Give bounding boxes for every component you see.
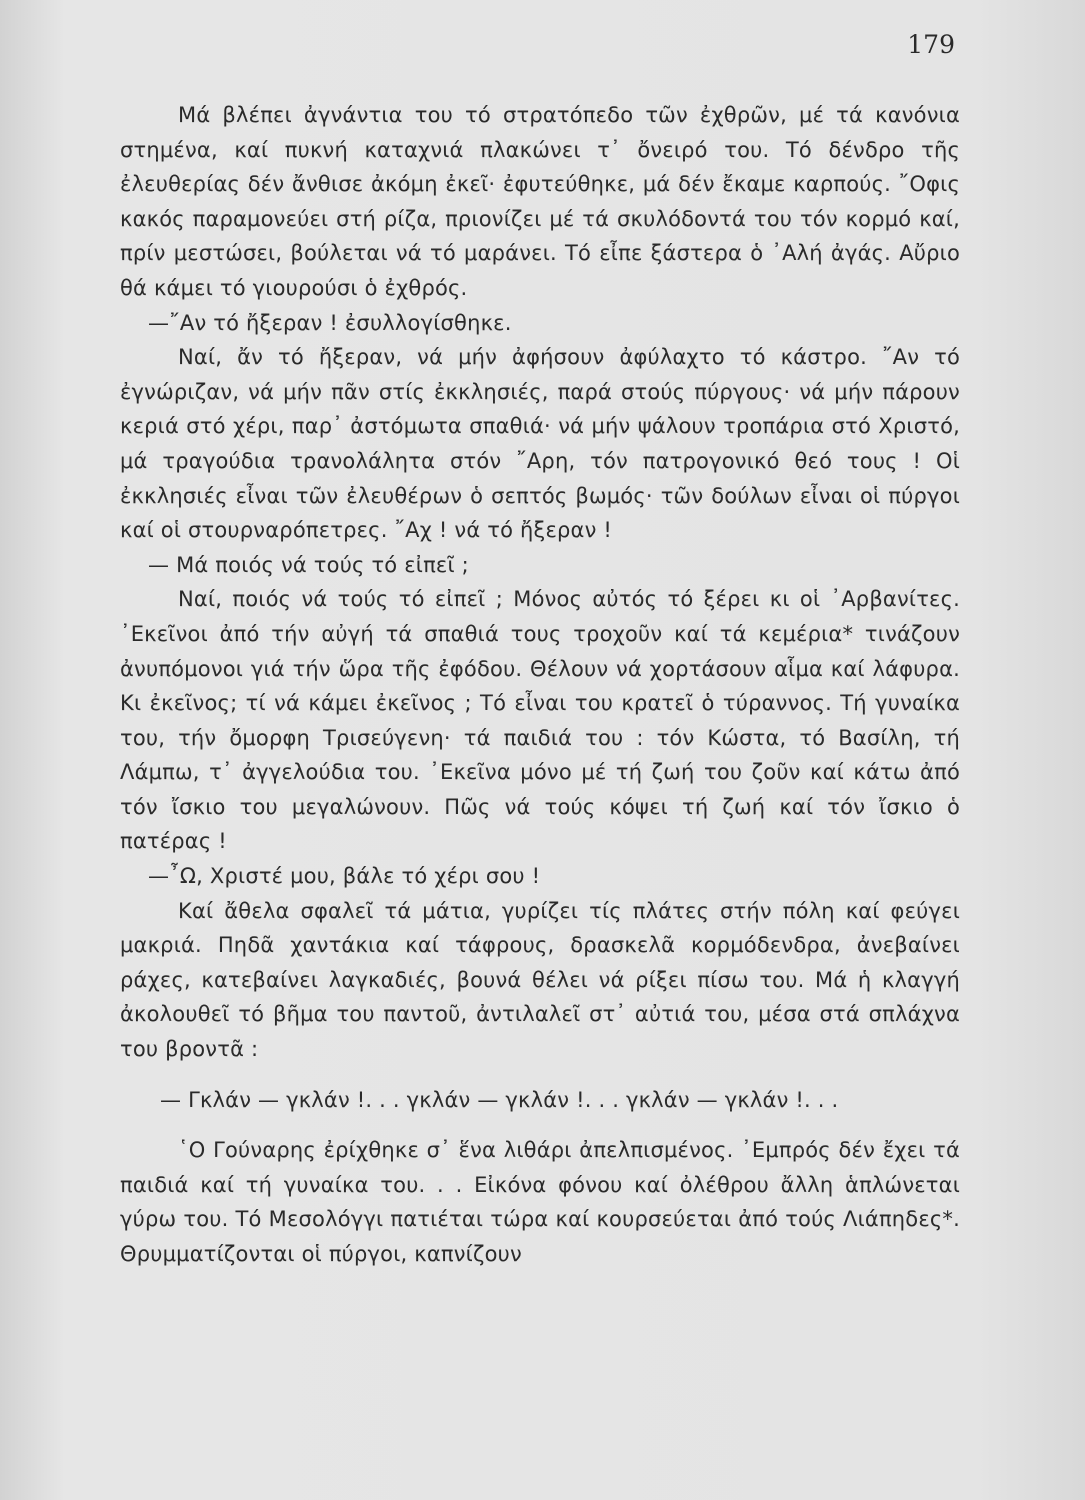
paragraph-4: Καί ἄθελα σφαλεῖ τά μάτια, γυρίζει τίς πλάτες στήν πόλη καί φεύγει μακριά. Πηδᾶ χαντάκια καί τάφρους, δρασκελᾶ κορμόδενδρα, ἀνεβαίνει ράχες, κατεβαίνει λαγκαδιές, βουνά θέλει νά ρίξει πίσω του. Μά ἡ κλαγγή ἀκολουθεῖ τό βῆμα του παντοῦ, ἀντιλαλεῖ στ᾽ αὐτιά του, μέσα στά σπλάχνα του βροντᾶ : — [120, 898, 960, 1062]
paragraph-3: Ναί, ποιός νά τούς τό εἰπεῖ ; Μόνος αὐτός τό ξέρει κι οἱ ᾽Αρβανίτες. ᾽Εκεῖνοι ἀπό τήν αὐγή τά σπαθιά τους τροχοῦν καί τά κεμέρια* τινάζουν ἀνυπόμονοι γιά τήν ὥρα τῆς ἐφόδου. Θέλουν νά χορτάσουν αἷμα καί λάφυρα. Κι ἐκεῖνος; τί νά κάμει ἐκεῖνος ; Τό εἶναι του κρατεῖ ὁ τύραννος. Τή γυναίκα του, τήν ὄμορφη Τρισεύγενη· τά παιδιά του : τόν Κώστα, τό Βασίλη, τή Λάμπω, τ᾽ ἀγγελούδια του. ᾽Εκεῖνα μόνο μέ τή ζωή του ζοῦν καί κάτω ἀπό τόν ἴσκιο του μεγαλώνουν. Πῶς νά τούς κόψει τή ζωή καί τόν ἴσκιο ὁ πατέρας ! — [120, 587, 960, 854]
page-number: 179 — [907, 30, 955, 59]
paragraph-2: Ναί, ἄν τό ἤξεραν, νά μήν ἀφήσουν ἀφύλαχτο τό κάστρο. ῎Αν τό ἐγνώριζαν, νά μήν πᾶν στίς ἐκκλησιές, παρά στούς πύργους· νά μήν πάρουν κεριά στό χέρι, παρ᾽ ἀστόμωτα σπαθιά· νά μήν ψάλουν τροπάρια στό Χριστό, μά τραγούδια τρανολάλητα στόν ῎Αρη, τόν πατρογονικό θεό τους ! Οἱ ἐκκλησιές εἶναι τῶν ἐλευθέρων ὁ σεπτός βωμός· τῶν δούλων εἶναι οἱ πύργοι καί οἱ στουρναρόπετρες. ῎Αχ ! νά τό ἤξεραν ! — [120, 345, 960, 543]
dialogue-line-2: — Μά ποιός νά τούς τό εἰπεῖ ; — [148, 552, 469, 577]
paragraph-1: Μά βλέπει ἀγνάντια του τό στρατόπεδο τῶν ἐχθρῶν, μέ τά κανόνια στημένα, καί πυκνή καταχνιά πλακώνει τ᾽ ὄνειρό του. Τό δένδρο τῆς ἐλευθερίας δέν ἄνθισε ἀκόμη ἐκεῖ· ἐφυτεύθηκε, μά δέν ἔκαμε καρπούς. ῎Οφις κακός παραμονεύει στή ρίζα, πριονίζει μέ τά σκυλόδοντά του τόν κορμό καί, πρίν μεστώσει, βούλεται νά τό μαράνει. Τό εἶπε ξάστερα ὁ ᾽Αλή ἀγάς. Αὔριο θά κάμει τό γιουρούσι ὁ ἐχθρός. — [120, 103, 960, 300]
dialogue-line-3: —῏Ω, Χριστέ μου, βάλε τό χέρι σου ! — [148, 864, 541, 889]
body-text — [120, 98, 960, 1272]
paragraph-5: ῾Ο Γούναρης ἐρίχθηκε σ᾽ ἕνα λιθάρι ἀπελπισμένος. ᾽Εμπρός δέν ἔχει τά παιδιά καί τή γυναίκα του. . . Εἰκόνα φόνου καί ὀλέθρου ἄλλη ἁπλώνεται γύρω του. Τό Μεσολόγγι πατιέται τώρα καί κουρσεύεται ἀπό τούς Λιάπηδες*. Θρυμματίζονται οἱ πύργοι, καπνίζουν — [120, 1138, 960, 1266]
dialogue-line-1: —῎Αν τό ἤξεραν ! ἐσυλλογίσθηκε. — [148, 310, 512, 335]
bell-chant-line: — Γκλάν — γκλάν !. . . γκλάν — γκλάν !. . . γκλάν — γκλάν !. . . — [160, 1087, 839, 1112]
